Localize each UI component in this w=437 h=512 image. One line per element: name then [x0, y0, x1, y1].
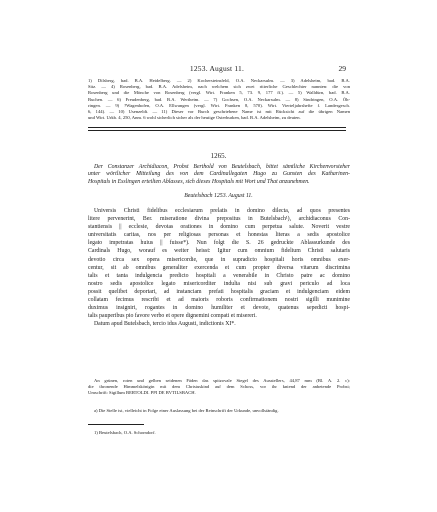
footnote-1: 1) Beutelsbach, O.A. Schorndorf.: [94, 430, 156, 435]
charter-text: [88, 207, 350, 328]
text-line: devotio circa sex opera misericordie, que in supradicto hospitali horis omnibus exer-: [88, 256, 350, 263]
top-footnotes: [88, 78, 350, 121]
text-line: talis et tanta indulgencia predicto hospitali a venerabile in Christo patre ac domino: [88, 272, 350, 279]
document-number: 1265.: [210, 152, 227, 160]
text-line: centur, sit ab omnibus generaliter exercenda et cum propter diversa vitarum discrimina: [88, 264, 350, 271]
text-line: universitatis caritas, nos per religiosas personas et honestas literas a sedis apostolice: [88, 232, 350, 239]
footnote-line: Buchen. — 6) Freudenberg, bad. B.A. Wertheim. — 7) Gochsen, O.A. Neckarsulm. — 8) Sindringen, O.A. Öh-: [88, 96, 350, 102]
text-line: duximus insigniri, rogantes in domino humiliter et devote, quatenus sepedicti hospi-: [88, 305, 350, 312]
text-line: nostro sedis apostolice legato misericorditer indulta nisi sub gravi periculo ad loca: [88, 280, 350, 287]
textual-note: [88, 408, 350, 418]
seal-description: [88, 378, 350, 397]
regest-line: unter wörtlicher Mitteilung des von dem Cardinallegaten Hugo zu Gunsten des Katharinen-: [88, 171, 350, 178]
place-date-line: Beutelsbach 1253. August 11.: [184, 193, 253, 199]
running-title: 1253. August 11.: [189, 64, 245, 73]
seal-line: die thronende Himmelskönigin mit dem Christuskind auf dem Schoss, vor ihr kniend der anbetende Probst;: [88, 384, 350, 390]
text-line: legato impetratas huius || fuisse*). Nun folgt die S. 26 gedruckte Ablassurkunde des: [88, 240, 350, 247]
footnote-line: Rosenberg und die Mönche von Rosenberg (vergl. Wirt. Franken 5, 73. 9, 177 ff.). — 5) Walldürn, bad. B.A.: [88, 90, 350, 96]
text-line: Universis Christi fidelibus ecclesiarum prelatis in domino dilecta, ad quos presentes: [94, 208, 350, 214]
text-line: Cardinals Hugo, worauf es weiter heisst: Igitur cum omnium fidelium Christi salutaris: [88, 248, 350, 255]
footnote-rule: [88, 424, 144, 425]
text-line: possit quelibet deportari, ad instanciam prefati hospitalis graciam et indulgenciam eidem: [88, 288, 350, 295]
regest-line: Der Constanzer Archidiacon, Probst Berthold von Beutelsbach, bittet sämtliche Kirchenvorsteher: [94, 164, 350, 170]
text-line: Datum apud Butelsbach, tercio idus Augusti, indictionis XI*.: [94, 321, 236, 328]
footnote-a: a) Die Stelle ist, vielleicht in Folge einer Auslassung bei der Reinschrift der Urkunde, unvollständig.: [94, 408, 279, 413]
footnote-line: 6, 144). — 10) Usenzeldt. — 11) Dieser vor Burch geschriebene Name ist mit Rücksicht auf die übrigen Namen: [88, 109, 350, 115]
running-header: [88, 64, 346, 73]
footnote-line: Sitz. — 4) Rosenberg, bad. B.A. Adelsheim, nach welchem sich zwei ritterliche Geschlechter nannten: die von: [88, 84, 350, 90]
footnote-line: 1) Dilsberg, bad. B.A. Heidelberg. — 2) Kochersteinsfeld, O.A. Neckarsulm. — 3) Adelsheim, bad. B.A.: [88, 78, 350, 83]
text-line: collatam fecimus rescribi et ad maioris roboris confirmationem nostri sigilli munimine: [88, 297, 350, 304]
seal-line: An grünen, roten und gelben seidenen Fäden das spitzovale Siegel des Ausstellers, 44,87 mm (Bl. A. 2. c):: [94, 378, 350, 383]
footnote-line: ringen. — 9) ?Wagenhofen, O.A. Ellwangen (vergl. Wirt. Franken 8, 570). Wirt. Vierteljahrshefte f. Landesgesch.: [88, 102, 350, 108]
text-line: stantiensis || ecclesie, devotas orationes in domino cum perpetua salute. Noverit vestre: [88, 224, 350, 231]
text-line: talis pauperibus pio favore verbo et opere dignemini compati et misereri.: [88, 313, 257, 320]
seal-line: Umschrift: Sigillum BERTOLDI. PPI DE BVTILSBACH.: [88, 390, 196, 396]
section-divider: [88, 127, 346, 128]
regest-summary: [88, 164, 350, 186]
footnote-line: und Wirt. Urkb. 4, 250, Anm. 6 wohl sicherlich sicher als der heutige Osterburken, bad. B.A. Adelsheim, zu deuten.: [88, 115, 301, 121]
text-line: litere pervenerint, Ber. miseratione divina prepositus in Butelsbach¹), archidiaconus Con-: [88, 216, 350, 223]
section-divider: [88, 130, 346, 131]
regest-line: Hospitals in Esslingen erteilten Ablasses, sich dieses Hospitals mit Wort und That anzunehmen.: [88, 178, 310, 185]
page-number: 29: [338, 64, 346, 73]
